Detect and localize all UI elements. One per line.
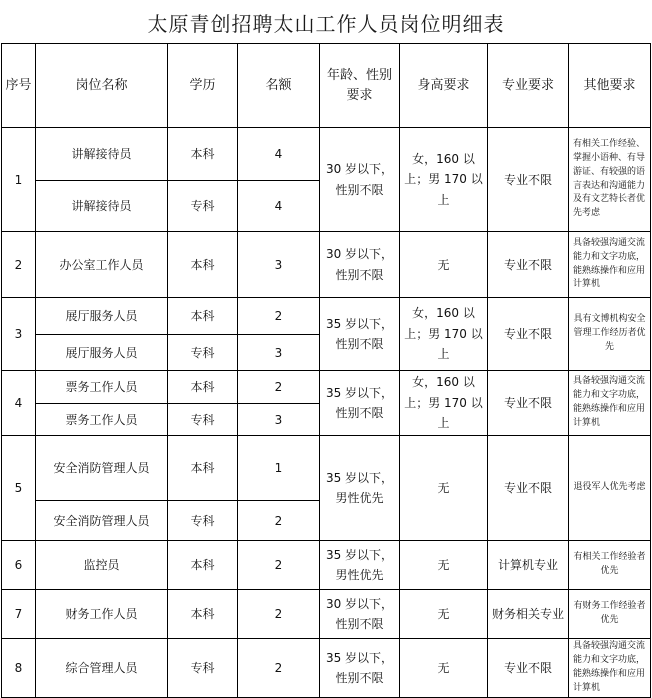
education-cell: 专科 <box>168 404 238 436</box>
education-cell: 专科 <box>168 501 238 541</box>
position-cell: 展厅服务人员 <box>36 298 168 335</box>
height-cell: 无 <box>400 436 488 541</box>
height-cell: 无 <box>400 590 488 639</box>
header-height: 身高要求 <box>400 44 488 128</box>
header-age-gender: 年龄、性别要求 <box>320 44 400 128</box>
quota-cell: 3 <box>238 232 320 298</box>
seq-cell: 2 <box>2 232 36 298</box>
height-cell: 女，160 以上；男 170 以上 <box>400 371 488 436</box>
header-row <box>2 44 651 128</box>
quota-cell: 1 <box>238 436 320 501</box>
height-cell: 无 <box>400 639 488 698</box>
other-cell: 具有文博机构安全管理工作经历者优先 <box>569 298 651 371</box>
table-row <box>2 232 651 298</box>
age-gender-cell: 30 岁以下，性别不限 <box>320 590 400 639</box>
table-row <box>2 298 651 335</box>
education-cell: 专科 <box>168 335 238 371</box>
positions-table <box>1 43 651 698</box>
page-title: 太原青创招聘太山工作人员岗位明细表 <box>147 12 505 36</box>
header-other: 其他要求 <box>569 44 651 128</box>
age-gender-cell: 35 岁以下，性别不限 <box>320 371 400 436</box>
education-cell: 专科 <box>168 181 238 232</box>
other-cell: 有相关工作经验者优先 <box>569 541 651 590</box>
quota-cell: 4 <box>238 128 320 181</box>
major-cell: 专业不限 <box>488 639 569 698</box>
table-row <box>2 590 651 639</box>
age-gender-cell: 35 岁以下，性别不限 <box>320 639 400 698</box>
table-row <box>2 639 651 698</box>
position-cell: 讲解接待员 <box>36 181 168 232</box>
height-cell: 无 <box>400 232 488 298</box>
seq-cell: 6 <box>2 541 36 590</box>
table-row <box>2 371 651 404</box>
seq-cell: 4 <box>2 371 36 436</box>
education-cell: 本科 <box>168 436 238 501</box>
age-gender-cell: 35 岁以下，性别不限 <box>320 298 400 371</box>
position-cell: 综合管理人员 <box>36 639 168 698</box>
quota-cell: 2 <box>238 590 320 639</box>
quota-cell: 2 <box>238 639 320 698</box>
education-cell: 专科 <box>168 639 238 698</box>
other-cell: 退役军人优先考虑 <box>569 436 651 541</box>
header-position: 岗位名称 <box>36 44 168 128</box>
major-cell: 专业不限 <box>488 128 569 232</box>
table-row <box>2 128 651 181</box>
table-row <box>2 541 651 590</box>
seq-cell: 7 <box>2 590 36 639</box>
position-cell: 票务工作人员 <box>36 404 168 436</box>
education-cell: 本科 <box>168 371 238 404</box>
height-cell: 女，160 以上；男 170 以上 <box>400 298 488 371</box>
quota-cell: 4 <box>238 181 320 232</box>
position-cell: 财务工作人员 <box>36 590 168 639</box>
quota-cell: 3 <box>238 335 320 371</box>
position-cell: 安全消防管理人员 <box>36 501 168 541</box>
major-cell: 专业不限 <box>488 232 569 298</box>
header-quota: 名额 <box>238 44 320 128</box>
major-cell: 专业不限 <box>488 298 569 371</box>
quota-cell: 2 <box>238 501 320 541</box>
table-row <box>2 436 651 501</box>
age-gender-cell: 35 岁以下，男性优先 <box>320 541 400 590</box>
seq-cell: 5 <box>2 436 36 541</box>
position-cell: 办公室工作人员 <box>36 232 168 298</box>
seq-cell: 8 <box>2 639 36 698</box>
header-education: 学历 <box>168 44 238 128</box>
position-cell: 展厅服务人员 <box>36 335 168 371</box>
major-cell: 财务相关专业 <box>488 590 569 639</box>
education-cell: 本科 <box>168 232 238 298</box>
header-seq: 序号 <box>2 44 36 128</box>
age-gender-cell: 30 岁以下，性别不限 <box>320 128 400 232</box>
height-cell: 女，160 以上；男 170 以上 <box>400 128 488 232</box>
age-gender-cell: 35 岁以下，男性优先 <box>320 436 400 541</box>
position-cell: 安全消防管理人员 <box>36 436 168 501</box>
major-cell: 专业不限 <box>488 436 569 541</box>
seq-cell: 1 <box>2 128 36 232</box>
position-cell: 票务工作人员 <box>36 371 168 404</box>
major-cell: 专业不限 <box>488 371 569 436</box>
age-gender-cell: 30 岁以下，性别不限 <box>320 232 400 298</box>
education-cell: 本科 <box>168 590 238 639</box>
position-cell: 讲解接待员 <box>36 128 168 181</box>
major-cell: 计算机专业 <box>488 541 569 590</box>
education-cell: 本科 <box>168 128 238 181</box>
quota-cell: 2 <box>238 298 320 335</box>
height-cell: 无 <box>400 541 488 590</box>
other-cell: 具备较强沟通交流能力和文字功底，能熟练操作和应用计算机 <box>569 232 651 298</box>
other-cell: 具备较强沟通交流能力和文字功底，能熟练操作和应用计算机 <box>569 639 651 698</box>
education-cell: 本科 <box>168 298 238 335</box>
other-cell: 有财务工作经验者优先 <box>569 590 651 639</box>
other-cell: 具备较强沟通交流能力和文字功底，能熟练操作和应用计算机 <box>569 371 651 436</box>
header-major: 专业要求 <box>488 44 569 128</box>
education-cell: 本科 <box>168 541 238 590</box>
quota-cell: 2 <box>238 371 320 404</box>
quota-cell: 2 <box>238 541 320 590</box>
other-cell: 有相关工作经验、掌握小语种、有导游证、有较强的语言表达和沟通能力及有文艺特长者优先考虑 <box>569 128 651 232</box>
position-cell: 监控员 <box>36 541 168 590</box>
quota-cell: 3 <box>238 404 320 436</box>
seq-cell: 3 <box>2 298 36 371</box>
